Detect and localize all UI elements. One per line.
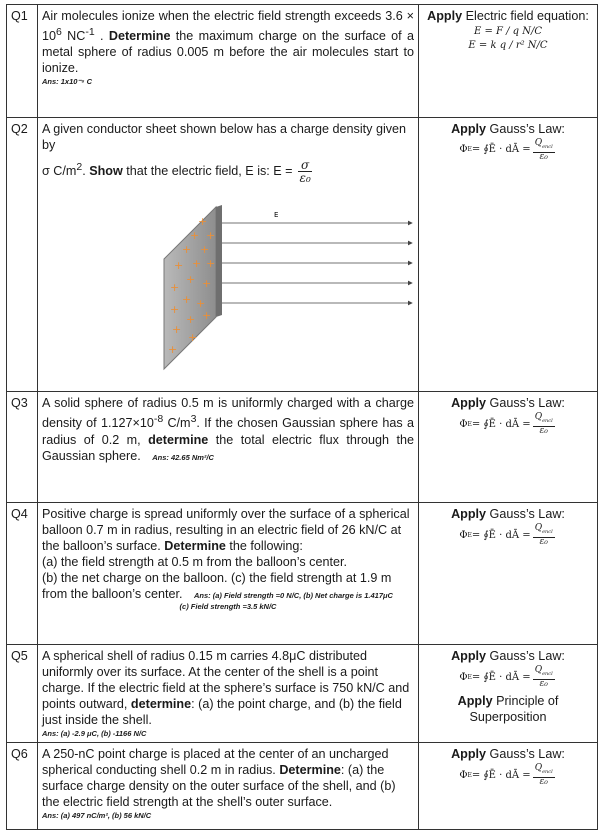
answer: Ans: 1x10⁻⁸ C bbox=[42, 77, 93, 87]
charged-sheet-diagram bbox=[42, 184, 414, 384]
question-text: A spherical shell of radius 0.15 m carries 4.8μC distributed uniformly over its surface. At the center of the shell is a point charge. If the electric field at the sphere’s surface is 750 kN/C and points outward, determine: (a) the point charge, and (b) the field just inside the shell. Ans: (a) -2.9 μC, (b) -1166 N/C bbox=[38, 645, 419, 743]
svg-text:+: + bbox=[186, 273, 196, 287]
question-text: A given conductor sheet shown below has a charge density given by σ $C/m^2$. Show that the electric field, E is: E = $\frac{\sigma}{\text{ε₀}}$ + + + + + + + + + + + + + + + + + + + E bbox=[38, 118, 419, 392]
svg-text:+: + bbox=[206, 257, 216, 271]
equation-field-force: E = F / q N/C bbox=[473, 26, 543, 37]
answer: Ans: (a) 497 nC/m², (b) 56 kN/C bbox=[42, 811, 152, 821]
question-row bbox=[7, 645, 598, 743]
svg-text:+: + bbox=[192, 257, 202, 271]
worksheet-table bbox=[6, 4, 598, 830]
field-arrows bbox=[222, 223, 412, 303]
question-number: Q6 bbox=[7, 743, 38, 830]
svg-text:+: + bbox=[202, 309, 212, 323]
svg-text:+: + bbox=[170, 281, 180, 295]
sigma-over-epsilon-formula: $\frac{\sigma}{\text{ε₀}}$ bbox=[299, 158, 311, 186]
answer: Ans: (a) Field strength =0 N/C, (b) Net charge is 1.417μC bbox=[193, 591, 393, 601]
svg-text:+: + bbox=[174, 259, 184, 273]
approach-cell: Apply Gauss’s Law: Φ E = ∮Ē · dĀ = $\frac{Q_{encl}}{\text{ε₀}}$ bbox=[419, 118, 598, 392]
svg-text:+: + bbox=[186, 313, 196, 327]
answer: Ans: 42.65 Nm²/C bbox=[152, 452, 214, 462]
gauss-law-equation: Φ E = ∮Ē · dĀ = $\frac{Q_{encl}}{\text{ε₀}}$ bbox=[459, 763, 553, 788]
question-number: Q4 bbox=[7, 503, 38, 645]
answer: Ans: (a) -2.9 μC, (b) -1166 N/C bbox=[42, 729, 147, 739]
question-text: Air molecules ionize when the electric field strength exceeds $3.6 \times 10^6$ $NC^{-1}$ . Determine the maximum charge on the surface of a metal sphere of radius 0.005 m before the air molecules start to ionize. Ans: 1x10⁻⁸ C bbox=[38, 5, 419, 118]
svg-text:+: + bbox=[200, 243, 210, 257]
question-row bbox=[7, 5, 598, 118]
svg-text:+: + bbox=[182, 293, 192, 307]
gauss-law-equation: Φ E = ∮Ē · dĀ = $\frac{Q_{encl}}{\text{ε₀}}$ bbox=[459, 665, 553, 690]
svg-text:+: + bbox=[168, 343, 178, 357]
approach-cell: Apply Electric field equation: E = F / q N/C E = k q / r² N/C bbox=[419, 5, 598, 118]
svg-text:+: + bbox=[190, 229, 200, 243]
approach-cell: Apply Gauss’s Law: Φ E = ∮Ē · dĀ = $\frac{Q_{encl}}{\text{ε₀}}$ bbox=[419, 503, 598, 645]
question-row bbox=[7, 743, 598, 830]
field-label: E bbox=[274, 211, 279, 220]
question-text: A 250-nC point charge is placed at the center of an uncharged spherical conducting shell 0.2 m in radius. Determine: (a) the surface charge density on the outer surface of the shell, and (b) the electric field strength at the shell’s outer surface. Ans: (a) 497 nC/m², (b) 56 kN/C bbox=[38, 743, 419, 830]
approach-cell: Apply Gauss’s Law: Φ E = ∮Ē · dĀ = $\frac{Q_{encl}}{\text{ε₀}}$ bbox=[419, 743, 598, 830]
svg-text:+: + bbox=[198, 215, 208, 229]
question-row bbox=[7, 392, 598, 503]
svg-text:+: + bbox=[196, 297, 206, 311]
question-number: Q2 bbox=[7, 118, 38, 392]
question-text: Positive charge is spread uniformly over the surface of a spherical balloon 0.7 m in radius, resulting in an electric field of 26 kN/C at the balloon’s surface. Determine the following: (a) the field strength at 0.5 m from the balloon’s center. (b) the net charge on the balloon. (c) the field strength at 1.9 m from the balloon’s center. Ans: (a) Field strength =0 N/C, (b) Net charge is 1.417μC (c) Field strength =3.5 kN/C bbox=[38, 503, 419, 645]
svg-text:+: + bbox=[170, 303, 180, 317]
gauss-law-equation: Φ E = ∮Ē · dĀ = $\frac{Q_{encl}}{\text{ε₀}}$ bbox=[459, 523, 553, 548]
gauss-law-equation: Φ E = ∮Ē · dĀ = $\frac{Q_{encl}}{\text{ε₀}}$ bbox=[459, 138, 553, 162]
question-number: Q5 bbox=[7, 645, 38, 743]
sheet-edge bbox=[216, 205, 222, 317]
question-row bbox=[7, 118, 598, 392]
question-text: A solid sphere of radius 0.5 m is uniformly charged with a charge density of $1.127\times 10^{-8}$ $C/m^3$. If the chosen Gaussian sphere has a radius of 0.2 m, determine the total electric flux through the Gaussian sphere. Ans: 42.65 Nm²/C bbox=[38, 392, 419, 503]
question-number: Q3 bbox=[7, 392, 38, 503]
gauss-law-equation: Φ E = ∮Ē · dĀ = $\frac{Q_{encl}}{\text{ε₀}}$ bbox=[459, 412, 553, 437]
svg-text:+: + bbox=[206, 229, 216, 243]
svg-text:+: + bbox=[188, 331, 198, 345]
svg-text:+: + bbox=[182, 243, 192, 257]
question-number: Q1 bbox=[7, 5, 38, 118]
equation-coulomb: E = k q / r² N/C bbox=[468, 40, 548, 51]
svg-text:+: + bbox=[202, 277, 212, 291]
approach-cell: Apply Gauss’s Law: Φ E = ∮Ē · dĀ = $\frac{Q_{encl}}{\text{ε₀}}$ bbox=[419, 392, 598, 503]
question-row bbox=[7, 503, 598, 645]
svg-text:+: + bbox=[172, 323, 182, 337]
positive-charges bbox=[168, 215, 215, 356]
answer-part-c: (c) Field strength =3.5 kN/C bbox=[179, 602, 277, 612]
approach-cell: Apply Gauss’s Law: Φ E = ∮Ē · dĀ = $\frac{Q_{encl}}{\text{ε₀}}$ Apply Principle of Superposition bbox=[419, 645, 598, 743]
